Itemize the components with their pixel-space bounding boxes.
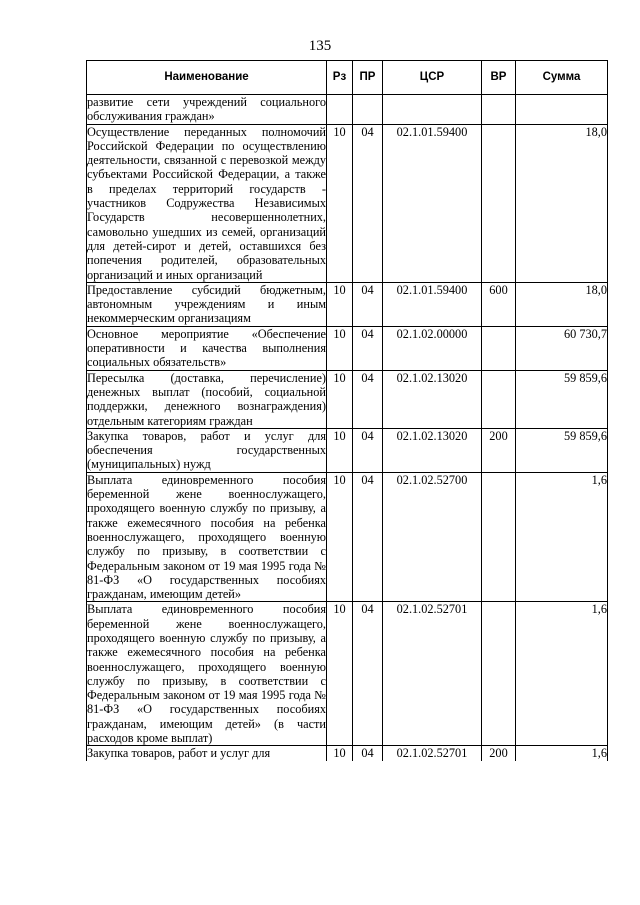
row-sum	[516, 95, 608, 125]
row-csr: 02.1.02.13020	[383, 370, 482, 428]
table-row	[87, 472, 608, 602]
header-rz: Рз	[327, 61, 353, 95]
row-name: Пересылка (доставка, перечисление) денежных выплат (пособий, социальной поддержки, денежного вознаграждения) отдельным категориям граждан	[87, 370, 326, 428]
row-vr	[482, 124, 516, 282]
row-csr: 02.1.01.59400	[383, 282, 482, 326]
row-pr: 04	[353, 124, 383, 282]
row-vr: 200	[482, 746, 516, 761]
table-row	[87, 602, 608, 746]
row-rz: 10	[327, 602, 353, 746]
row-pr: 04	[353, 472, 383, 602]
table-row	[87, 326, 608, 370]
row-sum: 59 859,6	[516, 428, 608, 472]
row-sum: 1,6	[516, 746, 608, 761]
header-pr: ПР	[353, 61, 383, 95]
row-rz: 10	[327, 124, 353, 282]
row-rz: 10	[327, 282, 353, 326]
header-csr: ЦСР	[383, 61, 482, 95]
row-name: Закупка товаров, работ и услуг для обеспечения государственных (муниципальных) нужд	[87, 428, 326, 472]
row-sum: 59 859,6	[516, 370, 608, 428]
row-vr	[482, 472, 516, 602]
table-row	[87, 746, 608, 761]
row-rz: 10	[327, 746, 353, 761]
row-sum: 60 730,7	[516, 326, 608, 370]
table-row	[87, 95, 608, 125]
row-pr: 04	[353, 746, 383, 761]
row-name: Выплата единовременного пособия беременной жене военнослужащего, проходящего военную службу по призыву, а также ежемесячного пособия на ребенка военнослужащего, проходящего военную службу по призыву, в соответствии с Федеральным законом от 19 мая 1995 года № 81-ФЗ «О государственных пособиях гражданам, имеющим детей» (в части расходов кроме выплат)	[87, 602, 326, 746]
row-name: Осуществление переданных полномочий Российской Федерации по осуществлению деятельности, связанной с перевозкой между субъектами Российской Федерации, а также в пределах территорий государств - участников Содружества Независимых Государств несовершеннолетних, самовольно ушедших из семей, организаций для детей-сирот и детей, оставшихся без попечения родителей, образовательных организаций и иных организаций	[87, 124, 326, 282]
row-sum: 1,6	[516, 602, 608, 746]
row-csr: 02.1.02.00000	[383, 326, 482, 370]
row-csr: 02.1.02.52700	[383, 472, 482, 602]
row-rz: 10	[327, 370, 353, 428]
row-sum: 1,6	[516, 472, 608, 602]
row-name: Выплата единовременного пособия беременной жене военнослужащего, проходящего военную службу по призыву, а также ежемесячного пособия на ребенка военнослужащего, проходящего военную службу по призыву, в соответствии с Федеральным законом от 19 мая 1995 года № 81-ФЗ «О государственных пособиях гражданам, имеющим детей»	[87, 472, 326, 602]
row-rz: 10	[327, 326, 353, 370]
row-rz	[327, 95, 353, 125]
row-vr	[482, 326, 516, 370]
row-name: Предоставление субсидий бюджетным, автономным учреждениям и иным некоммерческим организациям	[87, 282, 326, 326]
header-name: Наименование	[87, 61, 327, 95]
row-vr	[482, 370, 516, 428]
row-pr	[353, 95, 383, 125]
row-csr	[383, 95, 482, 125]
table-header-row	[87, 61, 608, 95]
header-vr: ВР	[482, 61, 516, 95]
table-row	[87, 428, 608, 472]
row-vr: 600	[482, 282, 516, 326]
table-row	[87, 124, 608, 282]
row-csr: 02.1.02.52701	[383, 746, 482, 761]
row-vr	[482, 602, 516, 746]
row-csr: 02.1.02.52701	[383, 602, 482, 746]
row-vr: 200	[482, 428, 516, 472]
row-pr: 04	[353, 428, 383, 472]
page-number: 135	[308, 38, 332, 54]
row-vr	[482, 95, 516, 125]
row-pr: 04	[353, 370, 383, 428]
budget-table	[86, 60, 608, 761]
row-csr: 02.1.01.59400	[383, 124, 482, 282]
table-row	[87, 282, 608, 326]
row-pr: 04	[353, 326, 383, 370]
row-pr: 04	[353, 282, 383, 326]
row-name: развитие сети учреждений социального обслуживания граждан»	[87, 95, 326, 124]
header-sum: Сумма	[516, 61, 608, 95]
row-sum: 18,0	[516, 282, 608, 326]
row-rz: 10	[327, 472, 353, 602]
row-rz: 10	[327, 428, 353, 472]
row-csr: 02.1.02.13020	[383, 428, 482, 472]
row-pr: 04	[353, 602, 383, 746]
row-name: Основное мероприятие «Обеспечение оперативности и качества выполнения социальных обязательств»	[87, 326, 326, 370]
row-name: Закупка товаров, работ и услуг для	[87, 746, 327, 761]
row-sum: 18,0	[516, 124, 608, 282]
table-row	[87, 370, 608, 428]
